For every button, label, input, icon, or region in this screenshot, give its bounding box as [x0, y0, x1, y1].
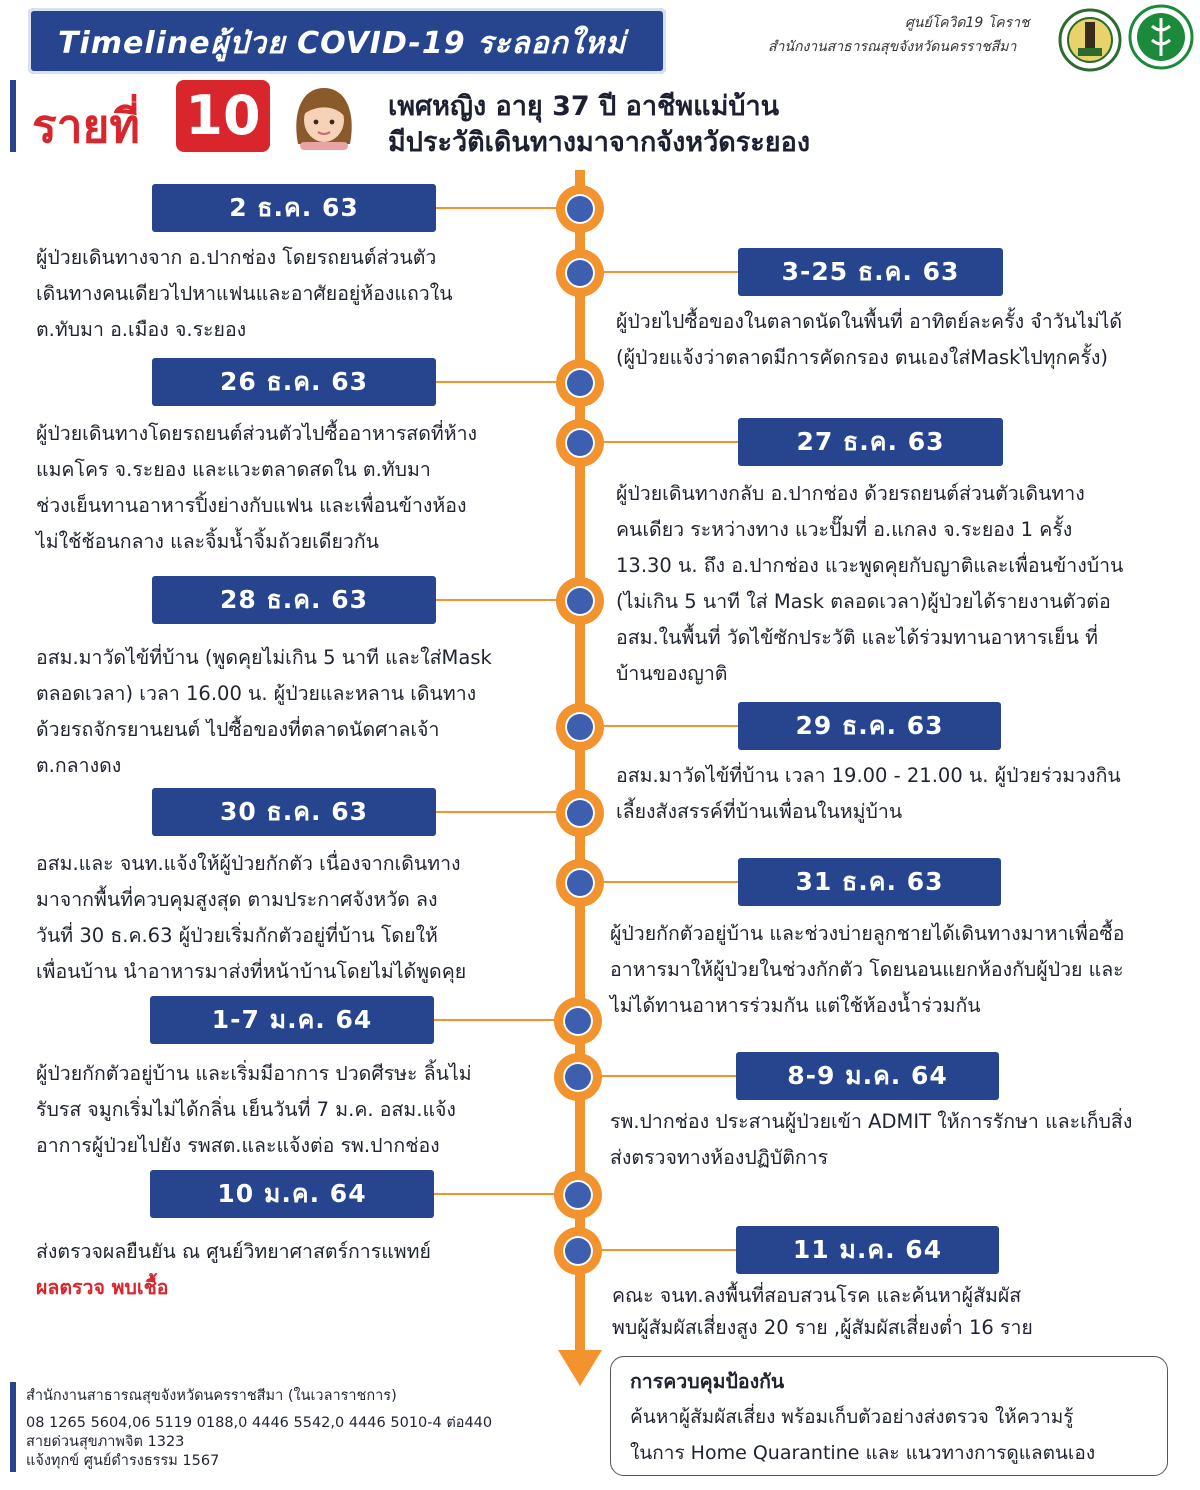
event-line: อสม.มาวัดไข้ที่บ้าน (พูดคุยไม่เกิน 5 นาที และใส่Mask — [36, 646, 492, 669]
event-line: (ไม่เกิน 5 นาที ใส่ Mask ตลอดเวลา)ผู้ป่วยได้รายงานตัวต่อ — [616, 590, 1111, 613]
event-date: 3-25 ธ.ค. 63 — [738, 248, 1003, 296]
patient-info-line-1: เพศหญิง อายุ 37 ปี อาชีพแม่บ้าน — [388, 91, 780, 122]
event-line: รพ.ปากช่อง ประสานผู้ป่วยเข้า ADMIT ให้การรักษา และเก็บสิ่ง — [610, 1110, 1133, 1133]
event-description — [616, 304, 1122, 376]
timeline-dot — [554, 1053, 602, 1101]
patient-info-line-2: มีประวัติเดินทางมาจากจังหวัดระยอง — [388, 127, 811, 158]
event-description — [36, 416, 477, 560]
timeline-connector — [580, 271, 740, 273]
moph-logo-icon — [1128, 4, 1194, 70]
event-line: ผู้ป่วยไปซื้อของในตลาดนัดในพื้นที่ อาทิตย์ละครั้ง จำวันไม่ได้ — [616, 310, 1123, 333]
event-line: ผู้ป่วยกักตัวอยู่บ้าน และช่วงบ่ายลูกชายได้เดินทางมาหาเพื่อซื้อ — [610, 922, 1125, 945]
event-line: ช่วงเย็นทานอาหารปิ้งย่างกับแฟน และเพื่อนข้างห้อง — [36, 494, 467, 517]
event-line: ต.ทับมา อ.เมือง จ.ระยอง — [36, 318, 247, 341]
event-description — [610, 916, 1124, 1024]
footer-phone-line: 08 1265 5604,06 5119 0188,0 4446 5542,0 4446 5010-4 ต่อ440 — [26, 1415, 493, 1431]
page-title: Timelineผู้ป่วย COVID-19 ระลอกใหม่ — [58, 26, 627, 61]
event-date: 27 ธ.ค. 63 — [738, 418, 1003, 466]
event-date: 31 ธ.ค. 63 — [738, 858, 1001, 906]
timeline-connector — [580, 1249, 738, 1251]
event-description — [36, 1234, 431, 1306]
event-date: 11 ม.ค. 64 — [736, 1226, 999, 1274]
footer-hotline-line: สายด่วนสุขภาพจิต 1323 — [26, 1434, 185, 1450]
org-name-line-1: ศูนย์โควิด19 โคราช — [905, 15, 1030, 31]
timeline-dot — [556, 249, 604, 297]
event-description — [616, 476, 1123, 692]
event-description — [610, 1104, 1132, 1176]
event-line: ผู้ป่วยกักตัวอยู่บ้าน และเริ่มมีอาการ ปวดศีรษะ ลิ้นไม่ — [36, 1062, 472, 1085]
event-line: ต.กลางดง — [36, 754, 122, 777]
prevention-text-line-1: ค้นหาผู้สัมผัสเสี่ยง พร้อมเก็บตัวอย่างส่งตรวจ ให้ความรู้ — [630, 1406, 1074, 1428]
female-face-icon — [288, 82, 360, 152]
footer-office-line: สำนักงานสาธารณสุขจังหวัดนครราชสีมา (ในเวลาราชการ) — [26, 1388, 397, 1404]
timeline-dot — [554, 997, 602, 1045]
event-line: มาจากพื้นที่ควบคุมสูงสุด ตามประกาศจังหวัด ลง — [36, 888, 438, 911]
event-line: อาหารมาให้ผู้ป่วยในช่วงกักตัว โดยนอนแยกห้องกับผู้ป่วย และ — [610, 958, 1124, 981]
header-accent-bar — [10, 80, 16, 152]
timeline-dot — [556, 419, 604, 467]
timeline-dot — [556, 359, 604, 407]
timeline-dot — [556, 577, 604, 625]
org-name-line-2: สำนักงานสาธารณสุขจังหวัดนครราชสีมา — [768, 39, 1017, 55]
event-line: ด้วยรถจักรยานยนต์ ไปซื้อของที่ตลาดนัดศาลเจ้า — [36, 718, 440, 741]
provincial-seal-icon — [1058, 8, 1122, 72]
event-line: แมคโคร จ.ระยอง และแวะตลาดสดใน ต.ทับมา — [36, 458, 431, 481]
event-line: ส่งตรวจทางห้องปฏิบัติการ — [610, 1146, 829, 1169]
event-line: อาการผู้ป่วยไปยัง รพสต.และแจ้งต่อ รพ.ปากช่อง — [36, 1134, 440, 1157]
event-line: รับรส จมูกเริ่มไม่ได้กลิ่น เย็นวันที่ 7 ม.ค. อสม.แจ้ง — [36, 1098, 456, 1121]
event-date: 29 ธ.ค. 63 — [738, 702, 1001, 750]
event-line: พบผู้สัมผัสเสี่ยงสูง 20 ราย ,ผู้สัมผัสเสี่ยงต่ำ 16 ราย — [612, 1316, 1033, 1339]
event-line: อสม.มาวัดไข้ที่บ้าน เวลา 19.00 - 21.00 น. ผู้ป่วยร่วมวงกิน — [616, 764, 1121, 787]
timeline-dot — [556, 789, 604, 837]
event-date: 8-9 ม.ค. 64 — [736, 1052, 999, 1100]
event-description — [36, 240, 453, 348]
event-description — [616, 758, 1121, 830]
timeline-connector — [580, 725, 740, 727]
event-line: ส่งตรวจผลยืนยัน ณ ศูนย์วิทยาศาสตร์การแพทย์ — [36, 1240, 431, 1263]
event-line: เลี้ยงสังสรรค์ที่บ้านเพื่อนในหมู่บ้าน — [616, 800, 903, 823]
event-line: คนเดียว ระหว่างทาง แวะปั๊มที่ อ.แกลง จ.ระยอง 1 ครั้ง — [616, 518, 1073, 541]
timeline-dot — [556, 185, 604, 233]
timeline-dot — [554, 1227, 602, 1275]
event-line: ผู้ป่วยเดินทางกลับ อ.ปากช่อง ด้วยรถยนต์ส่วนตัวเดินทาง — [616, 482, 1085, 505]
timeline-connector — [580, 441, 740, 443]
event-line: วันที่ 30 ธ.ค.63 ผู้ป่วยเริ่มกักตัวอยู่ที่บ้าน โดยให้ — [36, 924, 438, 947]
footer-complaint-line: แจ้งทุกข์ ศูนย์ดำรงธรรม 1567 — [26, 1453, 220, 1469]
case-label: รายที่ — [32, 99, 140, 153]
test-result: ผลตรวจ พบเชื้อ — [36, 1276, 169, 1299]
event-line: 13.30 น. ถึง อ.ปากช่อง แวะพูดคุยกับญาติและเพื่อนข้างบ้าน — [616, 554, 1124, 577]
footer-accent-bar — [10, 1382, 16, 1472]
event-line: ไม่ได้ทานอาหารร่วมกัน แต่ใช้ห้องน้ำร่วมกัน — [610, 994, 981, 1017]
timeline-arrowhead — [558, 1350, 602, 1386]
event-line: (ผู้ป่วยแจ้งว่าตลาดมีการคัดกรอง ตนเองใส่Maskไปทุกครั้ง) — [616, 346, 1108, 369]
timeline-connector — [580, 1075, 738, 1077]
event-date: 28 ธ.ค. 63 — [152, 576, 436, 624]
event-line: เดินทางคนเดียวไปหาแฟนและอาศัยอยู่ห้องแถวใน — [36, 282, 453, 305]
timeline-dot — [556, 859, 604, 907]
event-date: 30 ธ.ค. 63 — [152, 788, 436, 836]
event-description — [612, 1280, 1033, 1344]
timeline-connector — [580, 881, 740, 883]
event-line: บ้านของญาติ — [616, 662, 728, 685]
event-line: เพื่อนบ้าน นำอาหารมาส่งที่หน้าบ้านโดยไม่ได้พูดคุย — [36, 960, 467, 983]
prevention-title: การควบคุมป้องกัน — [630, 1370, 785, 1393]
event-date: 10 ม.ค. 64 — [150, 1170, 434, 1218]
event-description — [36, 1056, 472, 1164]
prevention-text-line-2: ในการ Home Quarantine และ แนวทางการดูแลตนเอง — [630, 1442, 1096, 1464]
timeline-dot — [556, 703, 604, 751]
timeline-dot — [554, 1171, 602, 1219]
event-date: 26 ธ.ค. 63 — [152, 358, 436, 406]
event-line: ผู้ป่วยเดินทางจาก อ.ปากช่อง โดยรถยนต์ส่วนตัว — [36, 246, 437, 269]
case-number-badge: 10 — [176, 80, 270, 152]
event-date: 2 ธ.ค. 63 — [152, 184, 436, 232]
event-description — [36, 846, 466, 990]
event-date: 1-7 ม.ค. 64 — [150, 996, 434, 1044]
event-description — [36, 640, 492, 784]
event-line: ผู้ป่วยเดินทางโดยรถยนต์ส่วนตัวไปซื้ออาหารสดที่ห้าง — [36, 422, 478, 445]
event-line: อสม.และ จนท.แจ้งให้ผู้ป่วยกักตัว เนื่องจากเดินทาง — [36, 852, 461, 875]
event-line: อสม.ในพื้นที่ วัดไข้ซักประวัติ และได้ร่วมทานอาหารเย็น ที่ — [616, 626, 1098, 649]
event-line: ไม่ใช้ช้อนกลาง และจิ้มน้ำจิ้มถ้วยเดียวกัน — [36, 530, 379, 553]
event-line: คณะ จนท.ลงพื้นที่สอบสวนโรค และค้นหาผู้สัมผัส — [612, 1284, 1022, 1307]
event-line: ตลอดเวลา) เวลา 16.00 น. ผู้ป่วยและหลาน เดินทาง — [36, 682, 477, 705]
